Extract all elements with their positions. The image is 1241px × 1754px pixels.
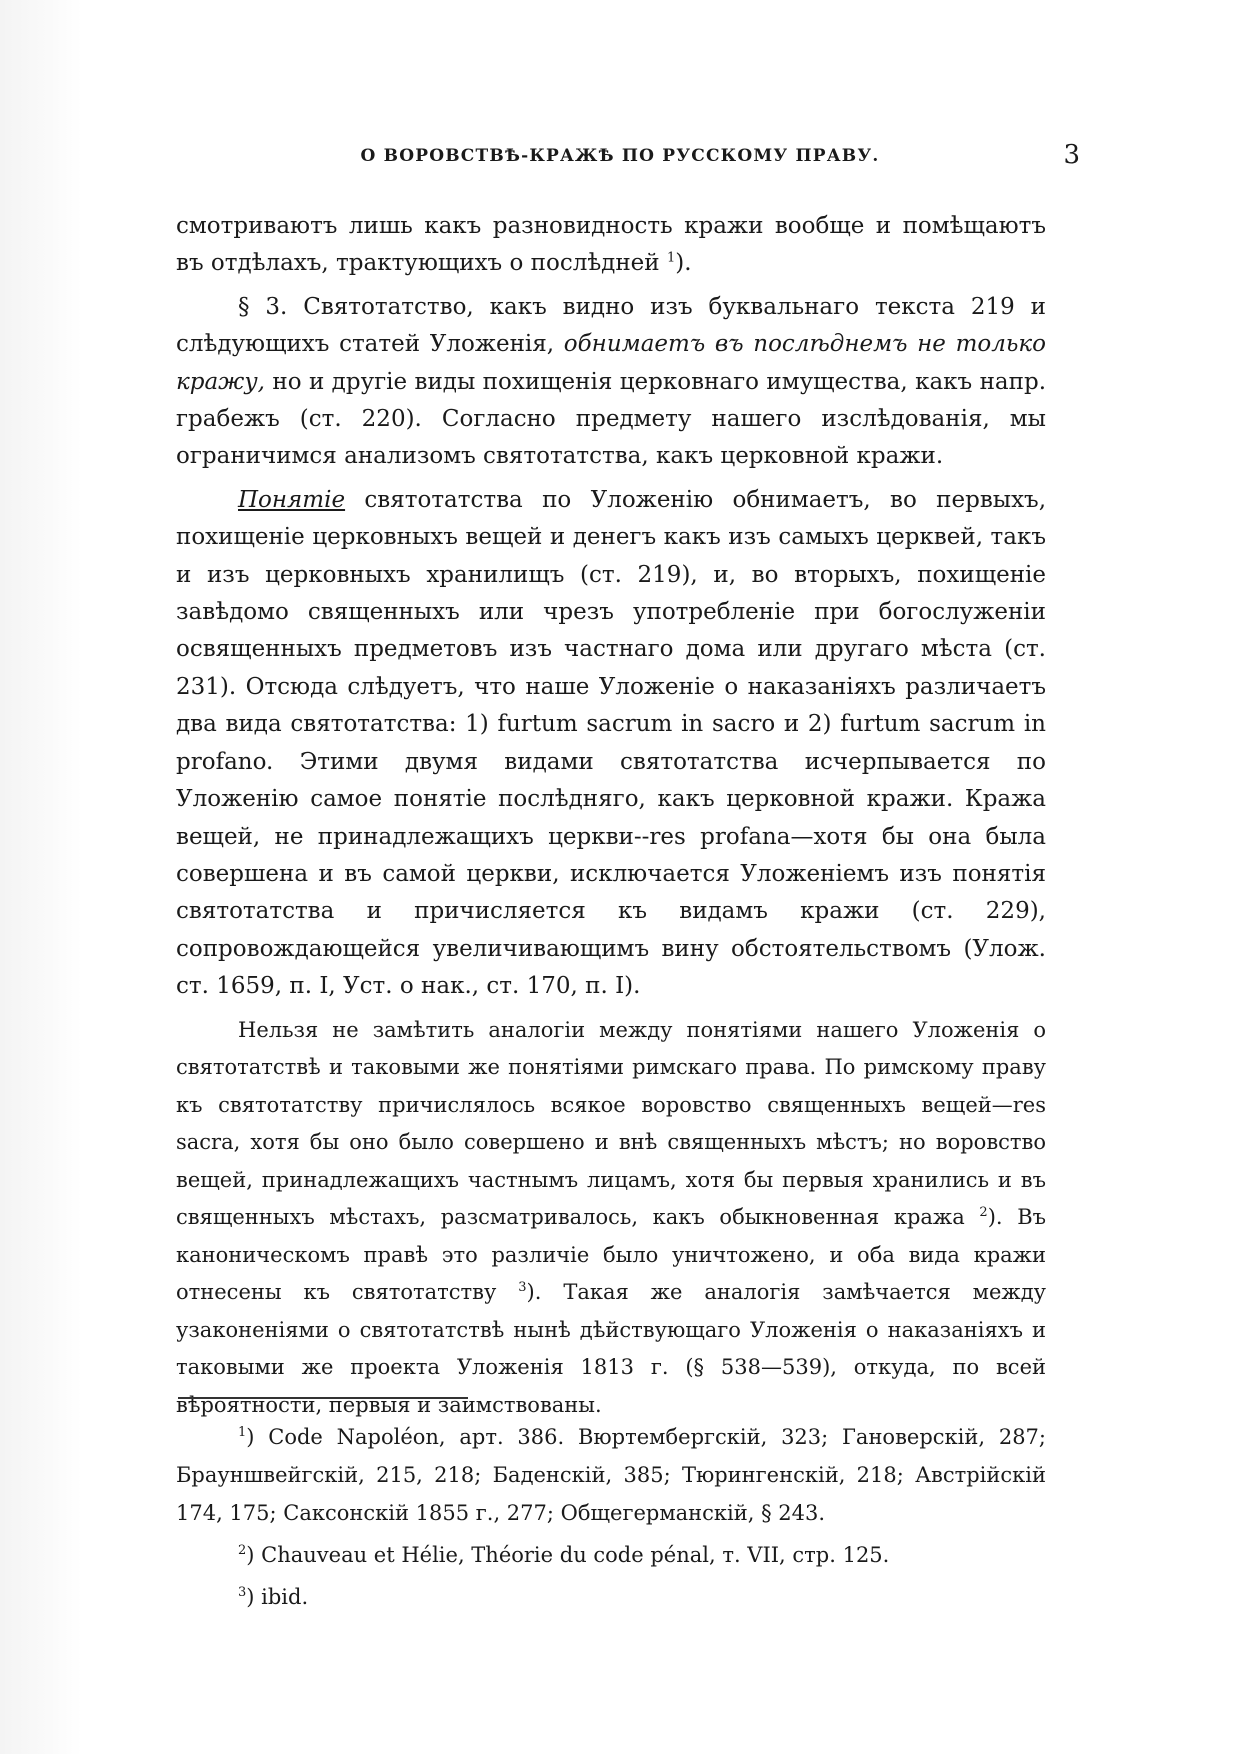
footnotes [176,1418,1046,1616]
body-text [176,208,1046,1424]
footnote-text: ) Code Napoléon, арт. 386. Вюртембергскій, 323; Гановерскій, 287; Брауншвейгскій, 215, 218; Баденскій, 385; Тюрингенскій, 218; Австрійскій 174, 175; Саксонскій 1855 г., 277; Общегерманскій, § 243. [176,1425,1046,1525]
footnote-text: ) Chauveau et Hélie, Théorie du code pénal, т. VII, стр. 125. [246,1543,890,1567]
paragraph-roman-law [176,1012,1046,1425]
paragraph-text: ). Въ каноническомъ правѣ это различіе было уничтожено, и оба вида кражи отнесены къ святотатству [176,1205,1046,1305]
scan-gutter-shade [0,0,82,1754]
footnote-1 [176,1418,1046,1532]
page-number: 3 [1063,140,1080,170]
footnote-3 [176,1578,1046,1616]
paragraph-text: но и другіе виды похищенія церковнаго имущества, какъ напр. грабежъ (ст. 220). Согласно предмету нашего изслѣдованія, мы ограничимся анализомъ святотатства, какъ церковной кражи. [176,368,1047,470]
paragraph-text: смотриваютъ лишь какъ разновидность кражи вообще и помѣщаютъ въ отдѣлахъ, трактующихъ о послѣдней [176,213,1046,277]
footnote-ref-2: 2 [979,1205,988,1221]
footnote-mark: 2 [238,1543,247,1558]
paragraph-text: ). Такая же аналогія замѣчается между узаконеніями о святотатствѣ нынѣ дѣйствующаго Уложенія о наказаніяхъ и таковыми же проекта Уложенія 1813 г. (§ 538—539), откуда, по всей вѣроятности, первыя и заимствованы. [176,1280,1046,1417]
footnote-mark: 3 [238,1585,247,1600]
footnote-ref-3: 3 [518,1280,527,1296]
paragraph-text: § 3. Святотатство, какъ видно изъ буквальнаго текста 219 и слѣдующихъ статей Уложенія, [176,293,1046,358]
emphasized-term: Понятіе [238,486,346,513]
paragraph-text: ). [675,250,692,277]
paragraph-text: Нельзя не замѣтить аналогіи между понятіями нашего Уложенія о святотатствѣ и таковыми же понятіями римскаго права. По римскому праву къ святотатству причислялось всякое воровство священныхъ вещей—res sacra, хотя бы оно было совершено и внѣ священныхъ мѣстъ; но воровство вещей, принадлежащихъ частнымъ лицамъ, хотя бы первыя хранились и въ священныхъ мѣстахъ, разсматривалось, какъ обыкновенная кража [176,1017,1046,1230]
footnote-mark: 1 [238,1425,247,1440]
footnote-text: ) ibid. [246,1585,309,1609]
emphasized-text: обнимаетъ въ послѣднемъ не только кражу, [176,331,1047,395]
footnote-divider [178,1397,468,1399]
paragraph-concept [176,482,1046,1006]
paragraph-continuation [176,208,1046,283]
running-title: О ВОРОВСТВѢ-КРАЖѢ ПО РУССКОМУ ПРАВУ. [360,146,880,166]
paragraph-text: святотатства по Уложенію обнимаетъ, во первыхъ, похищеніе церковныхъ вещей и денегъ какъ изъ самыхъ церквей, такъ и изъ церковныхъ хранилищъ (ст. 219), и, во вторыхъ, похищеніе завѣдомо священныхъ или чрезъ употребленіе при богослуженіи освященныхъ предметовъ изъ частнаго дома или другаго мѣста (ст. 231). Отсюда слѣдуетъ, что наше Уложеніе о наказаніяхъ различаетъ два вида святотатства: 1) furtum sacrum in sacro и 2) furtum sacrum in profano. Этими двумя видами святотатства исчерпывается по Уложенію самое понятіе послѣдняго, какъ церковной кражи. Кража вещей, не принадлежащихъ церкви--res profana—хотя бы она была совершена и въ самой церкви, исключается Уложеніемъ изъ понятія святотатства и причисляется къ видамъ кражи (ст. 229), сопровождающейся увеличивающимъ вину обстоятельствомъ (Улож. ст. 1659, п. I, Уст. о нак., ст. 170, п. I). [176,486,1047,1000]
paragraph-section-3 [176,289,1046,476]
footnote-ref-1: 1 [666,250,676,266]
page-header [160,140,1080,180]
footnote-2 [176,1536,1046,1574]
